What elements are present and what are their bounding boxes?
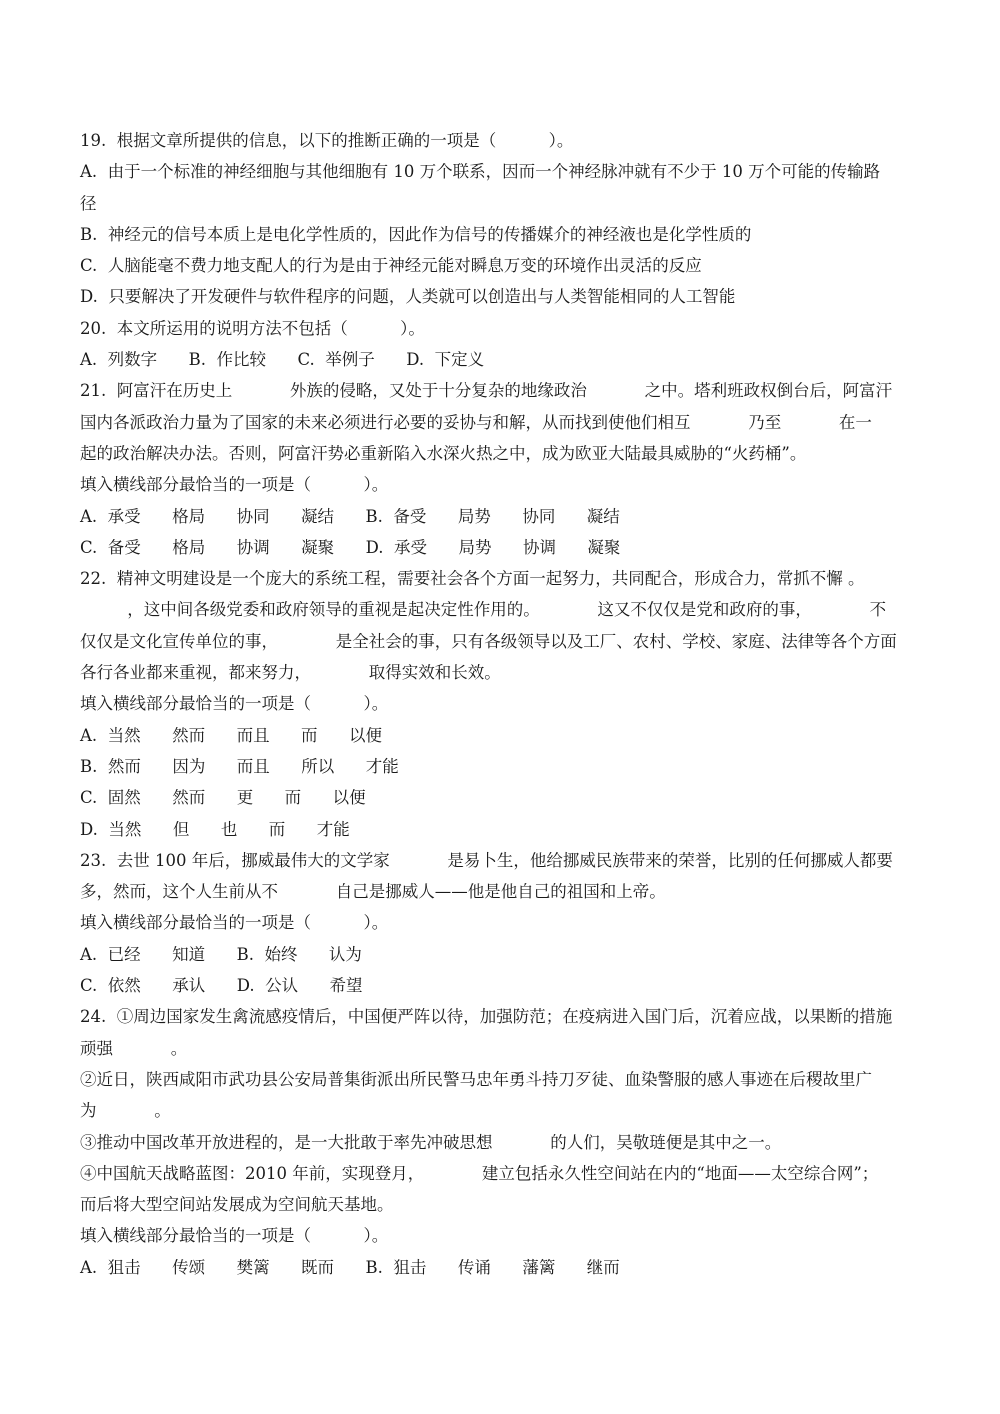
question-21-passage-line-3: 起的政治解决办法。否则，阿富汗势必重新陷入水深火热之中，成为欧亚大陆最具威胁的“火药桶”。: [80, 443, 807, 463]
question-21-options-ab: A. 承受 格局 协同 凝结 B. 备受 局势 协同 凝结: [80, 506, 620, 526]
question-19-option-d: D. 只要解决了开发硬件与软件程序的问题，人类就可以创造出与人类智能相同的人工智能: [80, 287, 736, 307]
question-22-passage-line-3: 仅仅是文化宣传单位的事， 是全社会的事，只有各级领导以及工厂、农村、学校、家庭、法律等各个方面: [80, 631, 897, 651]
question-22-passage-line-2: ，这中间各级党委和政府领导的重视是起决定性作用的。 这又不仅仅是党和政府的事， 不: [80, 600, 887, 620]
question-24-item-3: ③推动中国改革开放进程的，是一大批敢于率先冲破思想 的人们，吴敬琏便是其中之一。: [80, 1132, 782, 1152]
question-22-passage-line-1: 22. 精神文明建设是一个庞大的系统工程，需要社会各个方面一起努力，共同配合，形成合力，常抓不懈 。: [80, 569, 865, 589]
question-21-passage-line-2: 国内各派政治力量为了国家的未来必须进行必要的妥协与和解，从而找到使他们相互 乃至 在一: [80, 412, 872, 432]
question-19-option-c: C. 人脑能毫不费力地支配人的行为是由于神经元能对瞬息万变的环境作出灵活的反应: [80, 256, 702, 276]
question-20-options: A. 列数字 B. 作比较 C. 举例子 D. 下定义: [80, 350, 485, 370]
question-24-item-2-line-1: ②近日，陕西咸阳市武功县公安局普集街派出所民警马忠年勇斗持刀歹徒、血染警服的感人事迹在后稷故里广: [80, 1069, 872, 1089]
question-24-item-1-line-2: 顽强 。: [80, 1038, 188, 1058]
question-21-options-cd: C. 备受 格局 协调 凝聚 D. 承受 局势 协调 凝聚: [80, 537, 621, 557]
question-23-prompt: 填入横线部分最恰当的一项是（ ）。: [80, 913, 389, 933]
question-19-option-b: B. 神经元的信号本质上是电化学性质的，因此作为信号的传播媒介的神经液也是化学性质的: [80, 224, 752, 244]
question-23-options-ab: A. 已经 知道 B. 始终 认为: [80, 944, 362, 964]
question-24-item-2-line-2: 为 。: [80, 1101, 171, 1121]
question-21-prompt: 填入横线部分最恰当的一项是（ ）。: [80, 475, 389, 495]
question-24-item-4-line-2: 而后将大型空间站发展成为空间航天基地。: [80, 1195, 394, 1215]
question-20-stem: 20. 本文所运用的说明方法不包括（ ）。: [80, 318, 425, 338]
document-page: [80, 125, 920, 1283]
question-19-option-a-continued: 径: [80, 193, 97, 213]
question-22-option-c: C. 固然 然而 更 而 以便: [80, 788, 366, 808]
question-23-passage-line-2: 多，然而，这个人生前从不 自己是挪威人——他是他自己的祖国和上帝。: [80, 882, 666, 902]
question-22-passage-line-4: 各行各业都来重视，都来努力， 取得实效和长效。: [80, 663, 501, 683]
question-19-option-a: A. 由于一个标准的神经细胞与其他细胞有 10 万个联系，因而一个神经脉冲就有不少于 10 万个可能的传输路: [80, 162, 881, 182]
question-24-options-ab: A. 狙击 传颂 樊篱 既而 B. 狙击 传诵 藩篱 继而: [80, 1257, 620, 1277]
question-23-options-cd: C. 依然 承认 D. 公认 希望: [80, 976, 363, 996]
question-21-passage-line-1: 21. 阿富汗在历史上 外族的侵略，又处于十分复杂的地缘政治 之中。塔利班政权倒台后，阿富汗: [80, 381, 893, 401]
question-22-option-b: B. 然而 因为 而且 所以 才能: [80, 756, 399, 776]
question-19-stem: 19. 根据文章所提供的信息，以下的推断正确的一项是（ ）。: [80, 131, 574, 150]
question-23-passage-line-1: 23. 去世 100 年后，挪威最伟大的文学家 是易卜生，他给挪威民族带来的荣誉，比别的任何挪威人都要: [80, 850, 893, 870]
question-24-item-4-line-1: ④中国航天战略蓝图：2010 年前，实现登月， 建立包括永久性空间站在内的“地面——太空综合网”；: [80, 1163, 879, 1183]
question-24-prompt: 填入横线部分最恰当的一项是（ ）。: [80, 1226, 389, 1246]
question-24-item-1-line-1: 24. ①周边国家发生禽流感疫情后，中国便严阵以待，加强防范；在疫病进入国门后，沉着应战，以果断的措施: [80, 1007, 893, 1027]
question-22-prompt: 填入横线部分最恰当的一项是（ ）。: [80, 694, 389, 714]
question-22-option-a: A. 当然 然而 而且 而 以便: [80, 725, 383, 745]
question-22-option-d: D. 当然 但 也 而 才能: [80, 819, 350, 839]
